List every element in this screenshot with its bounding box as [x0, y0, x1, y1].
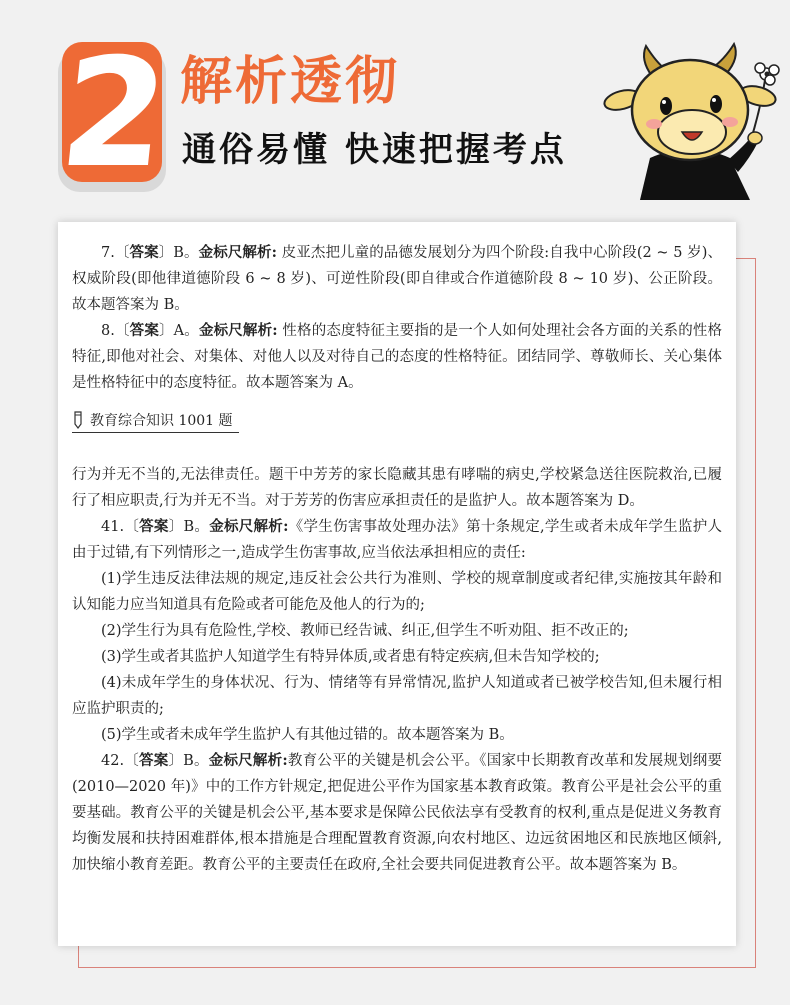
- source-label: 金标尺解析:: [198, 244, 277, 261]
- answer-41-item: (1)学生违反法律法规的规定,违反社会公共行为准则、学校的规章制度或者纪律,实施按其年龄和认知能力应当知道具有危险或者可能危及他人的行为的;: [72, 571, 722, 613]
- answer-41-item: (5)学生或者未成年学生监护人有其他过错的。故本题答案为 B。: [101, 727, 514, 743]
- answer-41: 41.〔答案〕B。金标尺解析:《学生伤害事故处理办法》第十条规定,学生或者未成年学生监护人由于过错,有下列情形之一,造成学生伤害事故,应当依法承担相应的责任:: [72, 518, 722, 561]
- book-tag-text: 教育综合知识 1001 题: [90, 413, 233, 429]
- answers-top: [72, 240, 722, 396]
- content-card: [58, 222, 736, 946]
- source-label: 金标尺解析:: [208, 752, 288, 769]
- answer-41-item: (4)未成年学生的身体状况、行为、情绪等有异常情况,监护人知道或者已被学校告知,但未履行相应监护职责的;: [72, 675, 722, 717]
- number-badge: [52, 27, 176, 201]
- answer-42: 42.〔答案〕B。金标尺解析:教育公平的关键是机会公平。《国家中长期教育改革和发展规划纲要(2010—2020 年)》中的工作方针规定,把促进公平作为国家基本教育政策。教育公平是社会公平的重要基础。教育公平的关键是机会公平,基本要求是保障公民依法享有受教育的权利,重点是促进义务教育均衡发展和扶持困难群体,根本措施是合理配置教育资源,向农村地区、边远贫困地区和民族地区倾斜,加快缩小教育差距。教育公平的主要责任在政府,全社会要共同促进教育公平。故本题答案为 B。: [72, 752, 723, 873]
- pen-icon: [72, 411, 84, 429]
- answer-7: 7.〔答案〕B。金标尺解析: 皮亚杰把儿童的品德发展划分为四个阶段:自我中心阶段(2 ~ 5 岁)、权威阶段(即他律道德阶段 6 ~ 8 岁)、可逆性阶段(即自律或合作道德阶段 8 ~ 10 岁)、公正阶段。故本题答案为 B。: [72, 244, 723, 313]
- page-subtitle: 通俗易懂 快速把握考点: [182, 130, 567, 170]
- cow-mascot-icon: [600, 40, 790, 200]
- answer-41-item: (2)学生行为具有危险性,学校、教师已经告诫、纠正,但学生不听劝阻、拒不改正的;: [101, 623, 629, 639]
- answer-41-item: (3)学生或者其监护人知道学生有特异体质,或者患有特定疾病,但未告知学校的;: [101, 649, 600, 665]
- source-label: 金标尺解析:: [198, 322, 278, 339]
- badge-number: 2: [52, 27, 176, 201]
- answer-8: 8.〔答案〕A。金标尺解析: 性格的态度特征主要指的是一个人如何处理社会各方面的关系的性格特征,即他对社会、对集体、对他人以及对待自己的态度的性格特征。团结同学、尊敬师长、关心集体是性格特征中的态度特征。故本题答案为 A。: [72, 322, 723, 391]
- answers-bottom: [72, 462, 722, 878]
- source-label: 金标尺解析:: [209, 518, 289, 535]
- book-tag: [72, 408, 239, 433]
- continuation-text: 行为并无不当的,无法律责任。题干中芳芳的家长隐藏其患有哮喘的病史,学校紧急送往医院救治,已履行了相应职责,行为并无不当。对于芳芳的伤害应承担责任的是监护人。故本题答案为 D。: [72, 467, 722, 509]
- page-title: 解析透彻: [180, 52, 401, 112]
